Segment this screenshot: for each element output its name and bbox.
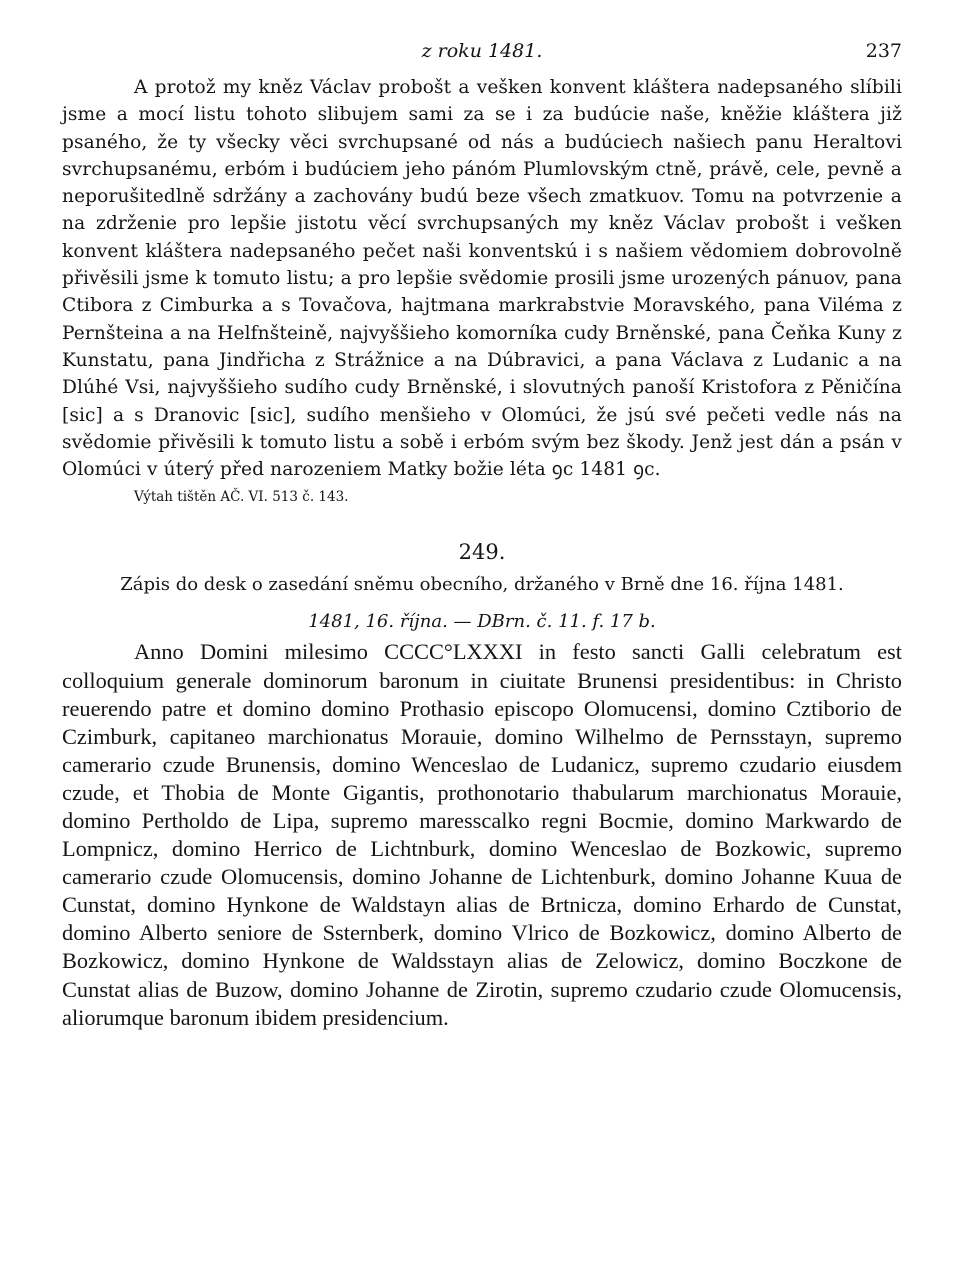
document-summary: Zápis do desk o zasedání sněmu obecního, držaného v Brně dne 16. října 1481. [120,574,844,596]
document-number: 249. [458,540,506,565]
latin-record-paragraph: Anno Domini milesimo CCCC°LXXXI in festo sancti Galli celebratum est colloquium generale dominorum baronum in ciuitate Brunensi presidentibus: in Christo reuerendo patre et domino domino Prothasio episcopo Olomucensi, domino Cztiborio de Czimburk, capitaneo marchionatus Morauie, domino Wilhelmo de Pernsstayn, supremo camerario czude Brunensis, domino Wenceslao de Ludanicz, supremo czudario eiusdem czude, et Thobia de Monte Gigantis, prothonotario thabularum marchionatus Morauie, domino Pertholdo de Lipa, supremo maresscalko regni Bocmie, domino Markwardo de Lompnicz, domino Herrico de Lichtnburk, domino Wenceslao de Bozkowic, supremo camerario czude Olomucensis, domino Johanne de Lichtenburk, domino Johanne Kuua de Cunstat, domino Hynkone de Waldstayn alias de Brtnicza, domino Erhardo de Cunstat, domino Alberto seniore de Ssternberk, domino Vlrico de Bozkowicz, domino Alberto de Bozkowicz, domino Hynkone de Waldsstayn alias de Zelowicz, domino Boczkone de Cunstat alias de Buzow, domino Johanne de Zirotin, supremo czudario czude Olomucensis, aliorumque baronum ibidem presidencium. [62,639,902,1030]
source-note: Výtah tištěn AČ. VI. 513 č. 143. [134,489,349,506]
document-date-line: 1481, 16. října. — DBrn. č. 11. f. 17 b. [308,611,656,633]
continuation-paragraph: A protož my kněz Václav probošt a vešken konvent kláštera nadepsaného slíbili jsme a mocí listu tohoto slibujem sami za se i za budúcie naše, kněžie kláštera již psaného, že ty všecky věci svrchupsané od nás a budúciech našiech panu Heraltovi svrchupsanému, erbóm i budúciem jeho pánóm Plumlovským ctně, právě, cele, pevně a neporušitedlně sdržány a zachovány budú beze všech zmatkuov. Tomu na potvrzenie a na zdrženie pro lepšie jistotu věcí svrchupsaných my kněz Václav probošt i vešken konvent kláštera nadepsaného pečet naši konventskú i s našiem vědomiem dobrovolně přivěsili jsme k tomuto listu; a pro lepšie svědomie prosili jsme urozených pánuov, pana Ctibora z Cimburka a s Tovačova, hajtmana markrabstvie Moravského, pana Viléma z Pernšteina a na Helfnšteině, najvyššieho komorníka cudy Brněnské, pana Čeňka Kuny z Kunstatu, pana Jindřicha z Strážnice a na Dúbravici, a pana Václava z Ludanic a na Dlúhé Vsi, najvyššieho sudího cudy Brněnské, i slovutných panoší Kristofora z Pěničína [sic] a s Dranovic [sic], sudího menšieho v Olomúci, že jsú své pečeti vedle nás na svědomie přivěsili k tomuto listu a sobě i erbóm svým bez škody. Jenž jest dán a psán v Olomúci v úterý před narozeniem Matky božie léta ꝯc 1481 ꝯc. [62,77,902,481]
book-page [62,40,902,1032]
page-number: 237 [865,40,902,62]
running-head-title: z roku 1481. [421,40,543,62]
running-head [62,40,902,74]
